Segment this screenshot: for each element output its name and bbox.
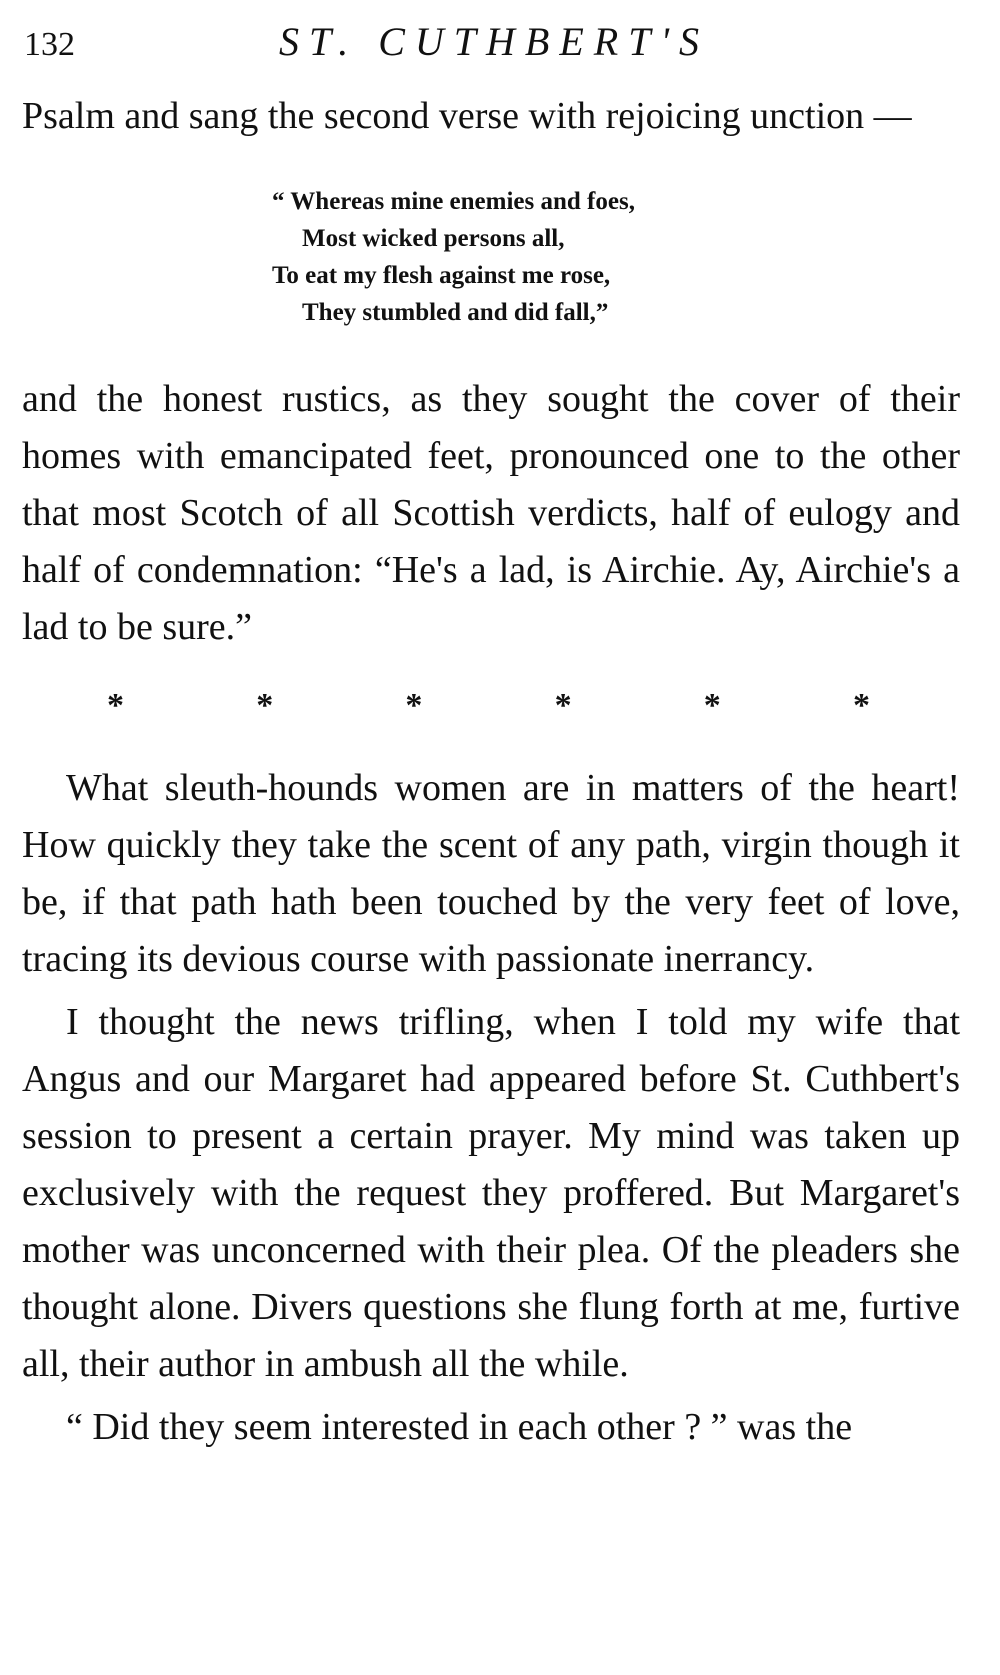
page-header <box>24 18 964 68</box>
paragraph-psalm: Psalm and sang the second verse with rejoicing unction — <box>22 95 912 137</box>
verse-line: Most wicked persons all, <box>302 225 565 252</box>
asterisk: * <box>107 687 124 724</box>
verse-line: To eat my flesh against me rose, <box>272 262 611 289</box>
page-number: 132 <box>24 26 75 63</box>
verse-block <box>22 183 960 331</box>
verse-line: They stumbled and did fall,” <box>302 299 609 326</box>
paragraph-rustics: and the honest rustics, as they sought the cover of their homes with emancipated feet, pronounced one to the other that most Scotch of all Scottish verdicts, half of eulogy and half of condemnation: “He's a lad, is Airchie. Ay, Airchie's a lad to be sure.” <box>22 378 960 648</box>
paragraph-question: “ Did they seem interested in each other ? ” was the <box>66 1406 853 1448</box>
running-head: ST. CUTHBERT'S <box>278 19 710 64</box>
paragraph-news: I thought the news trifling, when I told my wife that Angus and our Margaret had appeared before St. Cuthbert's session to present a certain prayer. My mind was taken up exclusively with the request they proffered. But Margaret's mother was unconcerned with their plea. Of the pleaders she thought alone. Divers questions she flung forth at me, furtive all, their author in ambush all the while. <box>22 1001 960 1385</box>
paragraph-sleuth-hounds: What sleuth-hounds women are in matters of the heart! How quickly they take the scent of any path, virgin though it be, if that path hath been touched by the very feet of love, tracing its devious course with passionate inerrancy. <box>22 767 960 980</box>
asterisk: * <box>405 687 423 724</box>
section-separator <box>22 686 960 726</box>
verse-line: “ Whereas mine enemies and foes, <box>272 188 635 215</box>
page-body <box>22 88 960 1456</box>
asterisk: * <box>554 687 572 724</box>
asterisk: * <box>703 687 721 724</box>
asterisk: * <box>256 687 274 724</box>
asterisk: * <box>852 687 870 724</box>
